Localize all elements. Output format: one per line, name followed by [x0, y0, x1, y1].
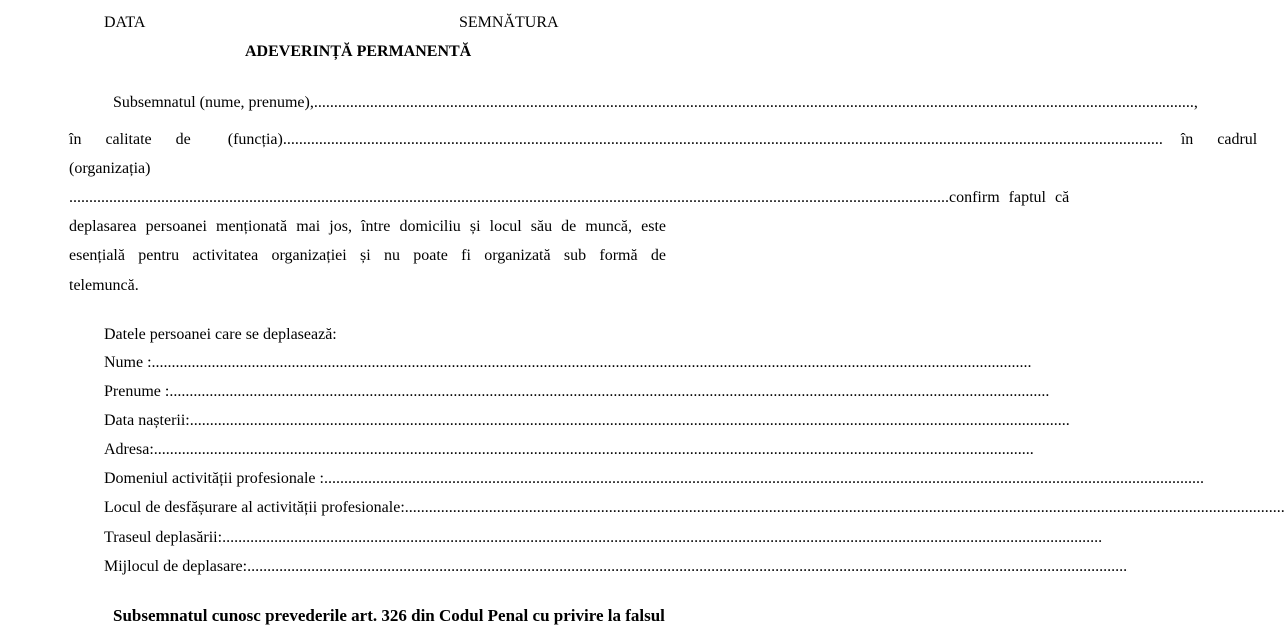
person-field-row [104, 499, 1285, 517]
name-line-dots[interactable]: ............................................................................................................................................................................................................................ [313, 94, 1194, 111]
person-field-row [104, 412, 1070, 430]
function-line-prefix: în calitate de [69, 131, 191, 148]
person-field-row [104, 529, 1103, 547]
signature-label: SEMNĂTURA [459, 14, 559, 31]
person-field-row [104, 354, 1032, 372]
person-field-row [104, 383, 1050, 401]
person-field-dots[interactable]: ............................................................................................................................................................................................................................ [247, 558, 1128, 575]
organization-line-dots[interactable]: ............................................................................................................................................................................................................................ [69, 189, 949, 206]
person-field-dots[interactable]: ............................................................................................................................................................................................................................ [404, 499, 1285, 516]
organization-line-end: confirm faptul că [949, 189, 1070, 206]
name-line [113, 94, 1198, 112]
function-line-dots[interactable]: ............................................................................................................................................................................................................................ [282, 131, 1163, 148]
person-field-label: Prenume : [104, 383, 170, 400]
person-field-dots[interactable]: ............................................................................................................................................................................................................................ [153, 441, 1034, 458]
function-line-label: (funcția) [227, 131, 283, 148]
legal-statement: Subsemnatul cunosc prevederile art. 326 din Codul Penal cu privire la falsul [113, 606, 665, 625]
organization-line [69, 189, 1070, 207]
person-field-dots[interactable]: ............................................................................................................................................................................................................................ [189, 412, 1070, 429]
name-line-end: , [1193, 94, 1198, 111]
date-label: DATA [104, 14, 146, 31]
organization-label: (organizația) [69, 160, 151, 177]
function-line [69, 131, 1258, 149]
name-line-label: Subsemnatul (nume, prenume), [113, 94, 314, 111]
person-data-heading: Datele persoanei care se deplasează: [104, 326, 337, 343]
person-field-dots[interactable]: ............................................................................................................................................................................................................................ [169, 383, 1050, 400]
person-field-row [104, 441, 1034, 459]
person-field-row [104, 558, 1128, 576]
paragraph-line-3: telemuncă. [69, 277, 139, 294]
paragraph-line-2: esențială pentru activitatea organizației și nu poate fi organizată sub formă de [69, 247, 666, 264]
paragraph-line-1: deplasarea persoanei menționată mai jos, între domiciliu și locul său de muncă, este [69, 218, 666, 235]
person-field-label: Data nașterii: [104, 412, 190, 429]
document-title: ADEVERINȚĂ PERMANENTĂ [245, 43, 472, 60]
person-field-label: Traseul deplasării: [104, 529, 223, 546]
person-field-label: Domeniul activității profesionale : [104, 470, 324, 487]
person-field-label: Mijlocul de deplasare: [104, 558, 248, 575]
person-field-dots[interactable]: ............................................................................................................................................................................................................................ [222, 529, 1103, 546]
function-line-suffix: în cadrul [1180, 131, 1258, 148]
person-field-row [104, 470, 1204, 488]
person-field-label: Locul de desfășurare al activității profesionale: [104, 499, 405, 516]
person-field-label: Nume : [104, 354, 152, 371]
person-field-label: Adresa: [104, 441, 154, 458]
person-field-dots[interactable]: ............................................................................................................................................................................................................................ [323, 470, 1204, 487]
person-field-dots[interactable]: ............................................................................................................................................................................................................................ [151, 354, 1032, 371]
